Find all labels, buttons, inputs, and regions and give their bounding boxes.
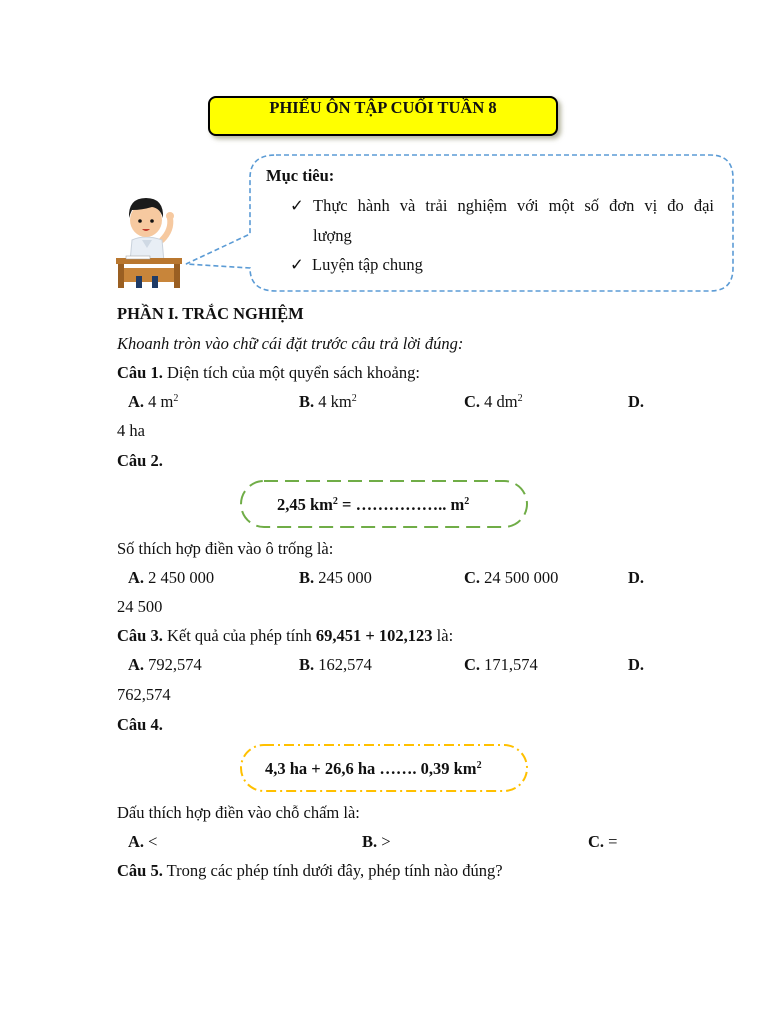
option-exponent: 2 (351, 393, 357, 404)
goal-item-1-text: Thực hành và trải nghiệm với một số đơn vị đo đại (313, 196, 714, 215)
q4-option-a[interactable] (128, 832, 157, 852)
q1-option-a[interactable] (128, 392, 178, 412)
option-value: = (604, 832, 618, 851)
worksheet-title-text: PHIẾU ÔN TẬP CUỐI TUẦN 8 (269, 98, 497, 117)
option-value: 4 dm (480, 392, 518, 411)
expr-part: 2,45 km (277, 495, 333, 514)
option-value: 2 450 000 (144, 568, 215, 587)
question-3-text-post: là: (432, 626, 454, 645)
question-1-label: Câu 1. (117, 363, 163, 382)
check-icon: ✓ (290, 255, 304, 274)
question-4-text: Dấu thích hợp điền vào chỗ chấm là: (117, 803, 360, 822)
q3-option-d-value: 762,574 (117, 685, 171, 704)
q2-expression (277, 495, 469, 515)
option-value: 4 m (144, 392, 174, 411)
q2-option-c[interactable] (464, 568, 558, 588)
q2-option-b[interactable] (299, 568, 372, 588)
option-exponent: 2 (173, 393, 179, 404)
q4-expression (265, 759, 482, 779)
option-letter: C. (464, 568, 481, 587)
q3-option-a[interactable] (128, 655, 202, 675)
option-value: 171,574 (480, 655, 538, 674)
option-letter: A. (128, 392, 145, 411)
option-value: 4 km (314, 392, 352, 411)
worksheet-title (208, 96, 558, 136)
option-value: 792,574 (144, 655, 202, 674)
option-letter: B. (299, 655, 315, 674)
option-letter: C. (464, 655, 481, 674)
q3-option-b[interactable] (299, 655, 372, 675)
question-3-label: Câu 3. (117, 626, 163, 645)
option-exponent: 2 (517, 393, 523, 404)
option-letter: D. (628, 568, 645, 587)
option-letter: B. (299, 568, 315, 587)
option-letter: D. (628, 392, 645, 411)
q1-option-d-value: 4 ha (117, 421, 145, 440)
question-5-label: Câu 5. (117, 861, 163, 880)
q2-option-d-value: 24 500 (117, 597, 163, 616)
section-instruction: Khoanh tròn vào chữ cái đặt trước câu trả lời đúng: (117, 334, 464, 353)
option-letter: C. (464, 392, 481, 411)
q4-option-c[interactable] (588, 832, 617, 852)
option-letter: D. (628, 655, 645, 674)
check-icon: ✓ (290, 196, 304, 215)
expr-exponent: 2 (476, 760, 482, 771)
option-value: 245 000 (314, 568, 372, 587)
q2-option-d[interactable] (628, 568, 644, 588)
q4-option-b[interactable] (362, 832, 391, 852)
question-3 (117, 626, 453, 646)
student-at-desk-illustration (112, 190, 188, 290)
question-5 (117, 861, 503, 881)
q1-option-b[interactable] (299, 392, 357, 412)
option-letter: A. (128, 568, 145, 587)
q3-option-c[interactable] (464, 655, 538, 675)
expr-part: = …………….. m (337, 495, 465, 514)
goal-heading: Mục tiêu: (266, 166, 335, 185)
goal-item-2 (290, 255, 423, 275)
option-letter: B. (362, 832, 378, 851)
expr-exponent: 2 (464, 496, 470, 507)
question-3-expression: 69,451 + 102,123 (315, 626, 433, 645)
option-letter: B. (299, 392, 315, 411)
question-2-text: Số thích hợp điền vào ô trống là: (117, 539, 334, 558)
question-4-label: Câu 4. (117, 715, 163, 734)
q2-option-a[interactable] (128, 568, 214, 588)
q3-option-d[interactable] (628, 655, 644, 675)
option-value: > (377, 832, 391, 851)
question-1 (117, 363, 420, 383)
option-letter: C. (588, 832, 605, 851)
goal-item-2-text: Luyện tập chung (312, 255, 423, 274)
goal-item-1 (290, 196, 312, 216)
goal-item-1-text-cont: lượng (313, 226, 352, 245)
option-value: 24 500 000 (480, 568, 559, 587)
expr-part: 4,3 ha + 26,6 ha ……. 0,39 km (265, 759, 477, 778)
q1-option-d[interactable] (628, 392, 644, 412)
option-value: 162,574 (314, 655, 372, 674)
question-5-text: Trong các phép tính dưới đây, phép tính nào đúng? (162, 861, 503, 880)
question-3-text-pre: Kết quả của phép tính (162, 626, 316, 645)
section-heading: PHẦN I. TRẮC NGHIỆM (117, 304, 304, 323)
option-letter: A. (128, 655, 145, 674)
expr-exponent: 2 (332, 496, 338, 507)
question-1-text: Diện tích của một quyển sách khoảng: (162, 363, 420, 382)
option-value: < (144, 832, 158, 851)
question-2-label: Câu 2. (117, 451, 163, 470)
q1-option-c[interactable] (464, 392, 523, 412)
option-letter: A. (128, 832, 145, 851)
goal-speech-bubble (180, 150, 740, 300)
